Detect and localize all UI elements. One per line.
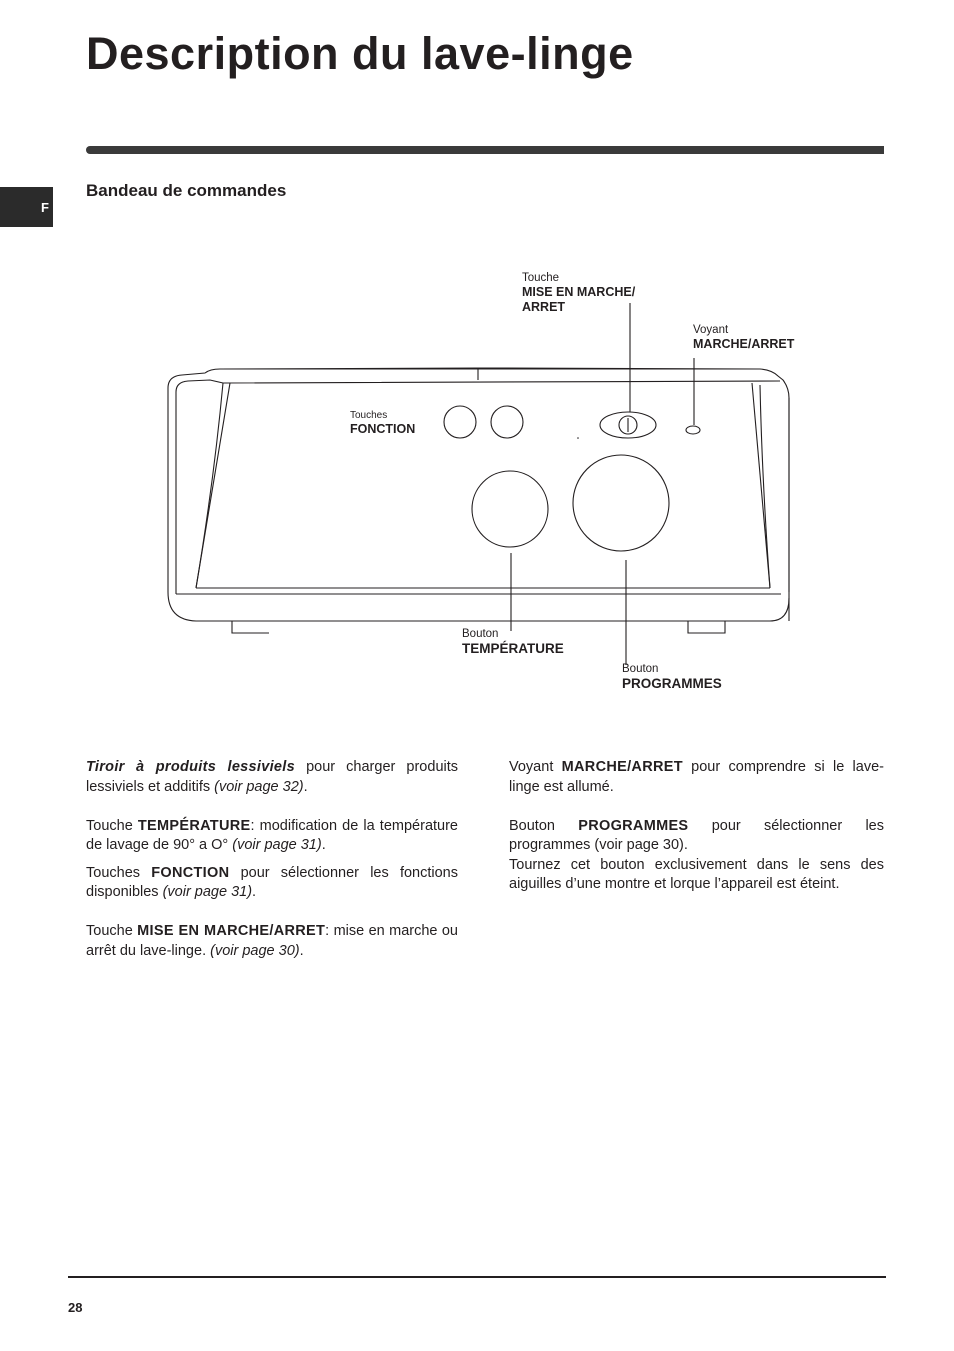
- program-knob: [573, 455, 669, 551]
- indicator-paragraph: Voyant MARCHE/ARRET pour comprendre si le lave-linge est allumé.: [509, 759, 884, 795]
- programs-paragraph: Bouton PROGRAMMES pour sélectionner les programmes (voir page 30).: [509, 817, 884, 853]
- page-title: Description du lave-linge: [86, 28, 634, 79]
- panel-outline: [168, 368, 789, 592]
- function-buttons-label: Touches FONCTION: [350, 410, 416, 436]
- power-paragraph: Touche MISE EN MARCHE/ARRET: mise en marche ou arrêt du lave-linge. (voir page 30).: [86, 923, 458, 959]
- function-button-2: [491, 406, 523, 438]
- footer-rule: [68, 1276, 886, 1278]
- panel-bezel: [176, 380, 780, 594]
- detergent-drawer-paragraph: Tiroir à produits lessiviels pour charger produits lessiviels et additifs (voir page 32).: [86, 759, 459, 795]
- function-button-1: [444, 406, 476, 438]
- program-knob-label: Bouton PROGRAMMES: [622, 663, 722, 691]
- left-text-column: [86, 758, 458, 961]
- rotation-paragraph: Tournez cet bouton exclusivement dans le sens des aiguilles d’une montre et lorque l’appareil est éteint.: [509, 856, 884, 892]
- temperature-paragraph: Touche TEMPÉRATURE: modification de la température de lavage de 90° a O° (voir page 31).: [86, 817, 458, 853]
- temperature-knob: [472, 471, 548, 547]
- indicator-light: [686, 426, 700, 434]
- indicator-label: Voyant MARCHE/ARRET: [693, 324, 795, 351]
- language-tab: F: [0, 187, 53, 227]
- left-foot: [232, 621, 269, 633]
- section-title: Bandeau de commandes: [86, 181, 287, 200]
- power-button-label: Touche MISE EN MARCHE/ ARRET: [522, 272, 636, 314]
- right-text-column: [509, 758, 884, 895]
- panel-plinth: [168, 592, 789, 621]
- function-paragraph: Touches FONCTION pour sélectionner les fonctions disponibles (voir page 31).: [86, 864, 458, 900]
- right-foot: [688, 621, 725, 633]
- page-number: 28: [68, 1300, 83, 1315]
- temperature-knob-label: Bouton TEMPÉRATURE: [462, 628, 564, 656]
